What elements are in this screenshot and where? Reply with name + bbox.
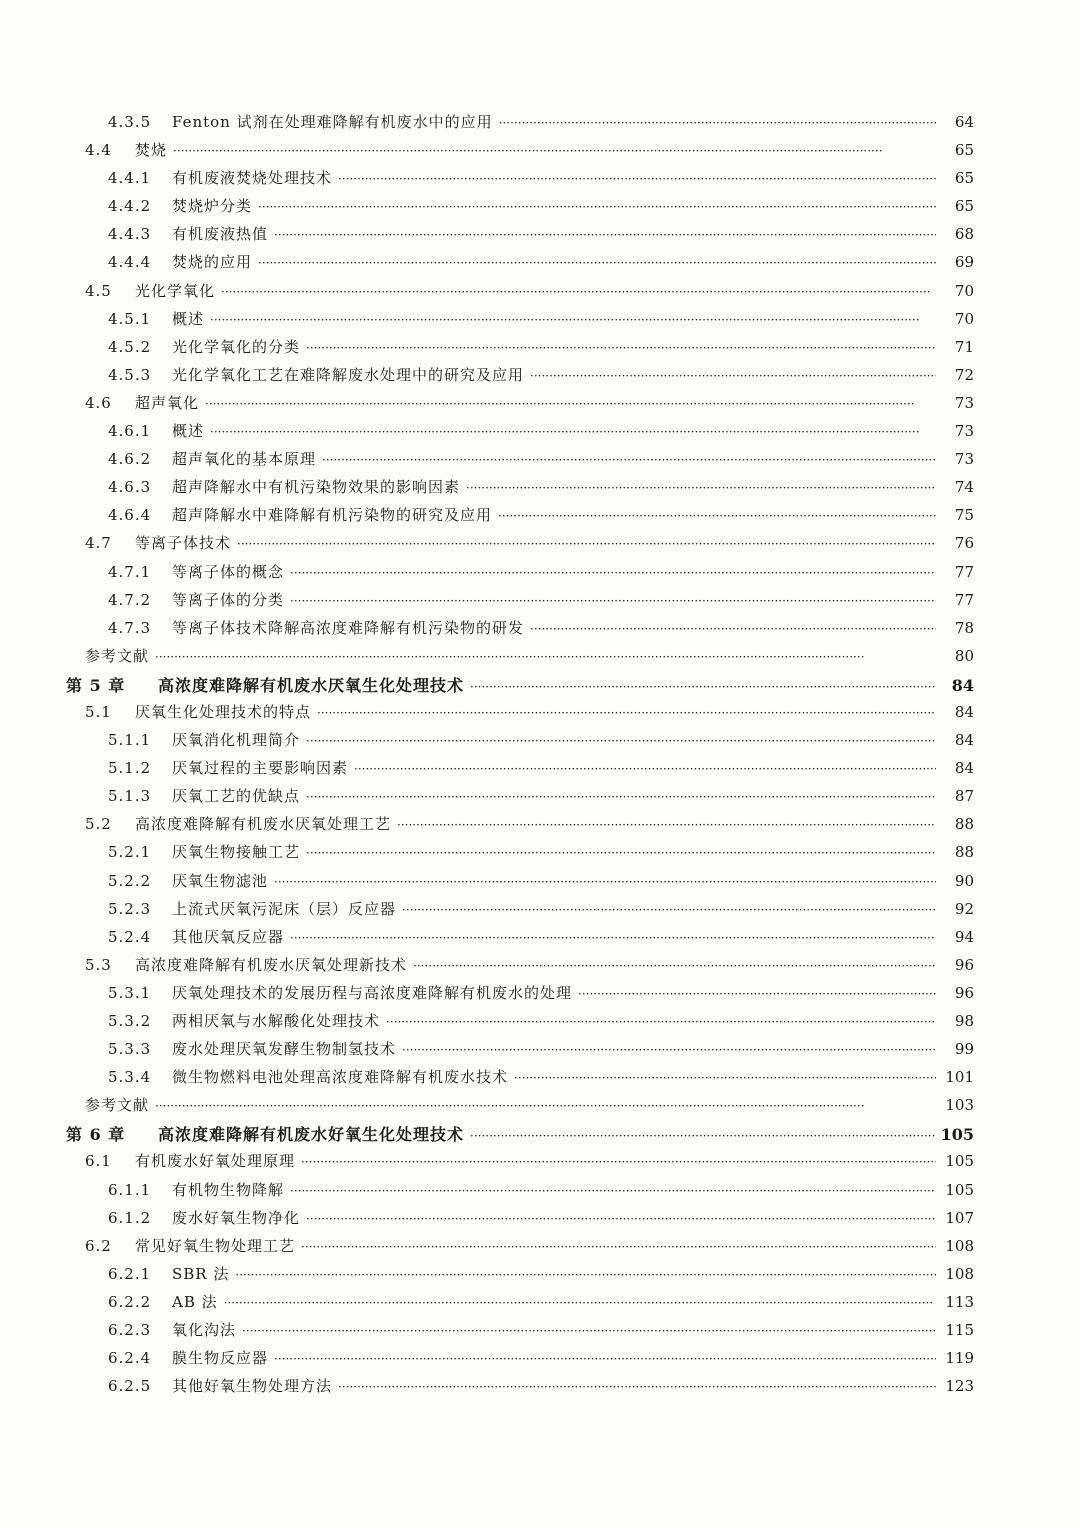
- toc-entry-number: 6.2.5: [108, 1377, 152, 1396]
- dot-leader: [413, 959, 936, 973]
- toc-entry-page-number: 70: [954, 309, 974, 328]
- toc-entry-number: 4.4.4: [108, 253, 152, 272]
- toc-entry: [0, 729, 1080, 757]
- dot-leader: [290, 566, 936, 580]
- toc-entry-page-number: 92: [954, 899, 974, 918]
- toc-entry-number: 4.6: [85, 393, 112, 412]
- toc-entry: [0, 926, 1080, 954]
- toc-entry-title: Fenton 试剂在处理难降解有机废水中的应用: [172, 113, 493, 131]
- dot-leader: [242, 1324, 936, 1338]
- toc-entry-page-number: 115: [945, 1321, 974, 1340]
- toc-entry-number: 5.3.3: [108, 1040, 152, 1059]
- toc-entry-page-number: 76: [954, 534, 974, 553]
- toc-entry-title: 废水处理厌氧发酵生物制氢技术: [172, 1040, 397, 1059]
- toc-entry-number: 6.2.1: [108, 1264, 152, 1283]
- dot-leader: [402, 903, 936, 917]
- toc-entry-title: 两相厌氧与水解酸化处理技术: [172, 1012, 381, 1030]
- toc-entry-page-number: 65: [954, 197, 974, 216]
- toc-entry-title: 厌氧消化机理简介: [172, 731, 301, 750]
- toc-entry: [0, 251, 1080, 279]
- toc-entry-number: 5.2.1: [108, 843, 152, 862]
- toc-entry-title: 氧化沟法: [172, 1321, 237, 1340]
- toc-entry-number: 5.3.1: [108, 983, 152, 1002]
- dot-leader: [498, 509, 936, 523]
- toc-entry-number: 第 5 章: [66, 675, 126, 695]
- toc-entry-page-number: 108: [945, 1264, 974, 1283]
- toc-entry-number: 6.2.2: [108, 1292, 152, 1311]
- toc-entry-title: 参考文献: [85, 1096, 150, 1115]
- toc-entry-page-number: 119: [945, 1349, 974, 1368]
- toc-entry: [0, 392, 1080, 420]
- toc-entry: [0, 757, 1080, 785]
- toc-entry-page-number: 105: [945, 1152, 974, 1171]
- dot-leader: [258, 200, 936, 214]
- toc-entry-page-number: 84: [954, 731, 974, 750]
- toc-entry-page-number: 84: [954, 702, 974, 721]
- toc-entry-page-number: 98: [954, 1012, 974, 1030]
- toc-entry-page-number: 84: [954, 759, 974, 778]
- toc-entry-page-number: 84: [951, 675, 974, 695]
- toc-references-entry: [0, 645, 1080, 673]
- toc-entry: [0, 954, 1080, 982]
- toc-entry-page-number: 68: [954, 225, 974, 244]
- dot-leader: [530, 622, 936, 636]
- toc-entry-number: 4.5.2: [108, 337, 152, 356]
- dot-leader: [499, 116, 936, 130]
- toc-entry-title: AB 法: [172, 1292, 218, 1311]
- toc-entry-title: 超声降解水中有机污染物效果的影响因素: [172, 478, 461, 497]
- toc-entry-number: 4.5.1: [108, 309, 152, 328]
- toc-entry-number: 4.7: [85, 534, 112, 553]
- dot-leader: [258, 256, 936, 270]
- toc-references-entry: [0, 1094, 1080, 1122]
- toc-entry-title: 等离子体的分类: [172, 590, 285, 609]
- toc-entry: [0, 701, 1080, 729]
- toc-entry: [0, 1235, 1080, 1263]
- toc-entry-page-number: 88: [954, 815, 974, 834]
- toc-entry-title: 厌氧生化处理技术的特点: [135, 702, 312, 721]
- toc-entry-number: 4.4: [85, 141, 112, 160]
- toc-entry-number: 6.2: [85, 1236, 112, 1255]
- toc-entry-title: 高浓度难降解有机废水厌氧生化处理技术: [158, 675, 465, 695]
- toc-entry: [0, 1347, 1080, 1375]
- toc-entry-page-number: 74: [954, 478, 974, 497]
- toc-entry-number: 5.1.1: [108, 731, 152, 750]
- toc-entry: [0, 1066, 1080, 1094]
- toc-entry-title: 高浓度难降解有机废水好氧生化处理技术: [158, 1125, 465, 1145]
- toc-entry-page-number: 73: [954, 422, 974, 441]
- dot-leader: [274, 1352, 936, 1366]
- toc-entry: [0, 1207, 1080, 1235]
- dot-leader: [155, 1099, 936, 1113]
- dot-leader: [317, 706, 936, 720]
- toc-entry: [0, 308, 1080, 336]
- toc-entry: [0, 898, 1080, 926]
- toc-entry: [0, 364, 1080, 392]
- toc-entry-number: 4.3.5: [108, 113, 152, 131]
- toc-entry-page-number: 78: [954, 618, 974, 637]
- toc-entry-title: 概述: [172, 422, 205, 441]
- toc-entry: [0, 532, 1080, 560]
- toc-entry: [0, 1150, 1080, 1178]
- toc-entry-page-number: 77: [954, 590, 974, 609]
- dot-leader: [578, 987, 936, 1001]
- toc-entry-number: 4.4.1: [108, 169, 152, 188]
- dot-leader: [210, 425, 936, 439]
- dot-leader: [306, 734, 936, 748]
- toc-entry-page-number: 64: [954, 113, 974, 131]
- dot-leader: [235, 1268, 936, 1282]
- toc-entry-page-number: 88: [954, 843, 974, 862]
- toc-entry: [0, 813, 1080, 841]
- toc-entry-page-number: 72: [954, 365, 974, 384]
- toc-entry-title: 超声氧化: [135, 393, 200, 412]
- toc-entry-title: 焚烧炉分类: [172, 197, 253, 216]
- toc-entry: [0, 336, 1080, 364]
- dot-leader: [210, 313, 936, 327]
- toc-entry-title: 等离子体技术: [135, 534, 232, 553]
- toc-entry: [0, 561, 1080, 589]
- toc-entry-title: 其他厌氧反应器: [172, 927, 285, 946]
- toc-entry: [0, 139, 1080, 167]
- toc-entry-page-number: 65: [954, 141, 974, 160]
- toc-entry: [0, 785, 1080, 813]
- toc-entry: [0, 223, 1080, 251]
- toc-entry-page-number: 99: [954, 1040, 974, 1059]
- dot-leader: [386, 1015, 936, 1029]
- toc-entry-title: 等离子体的概念: [172, 562, 285, 581]
- dot-leader: [290, 931, 936, 945]
- toc-entry-number: 5.3.2: [108, 1012, 152, 1030]
- toc-entry-number: 5.1.2: [108, 759, 152, 778]
- dot-leader: [514, 1071, 936, 1085]
- toc-entry-page-number: 65: [954, 169, 974, 188]
- toc-entry-page-number: 75: [954, 506, 974, 525]
- toc-entry-title: 高浓度难降解有机废水厌氧处理新技术: [135, 955, 408, 974]
- toc-entry-title: 厌氧生物滤池: [172, 871, 269, 890]
- dot-leader: [470, 680, 936, 694]
- toc-entry-page-number: 71: [954, 337, 974, 356]
- dot-leader: [354, 762, 936, 776]
- toc-entry-number: 4.4.2: [108, 197, 152, 216]
- toc-entry: [0, 841, 1080, 869]
- toc-entry-page-number: 73: [954, 450, 974, 469]
- toc-entry-page-number: 123: [945, 1377, 974, 1396]
- toc-entry-title: 超声降解水中难降解有机污染物的研究及应用: [172, 506, 493, 525]
- toc-entry-number: 4.4.3: [108, 225, 152, 244]
- toc-entry: [0, 504, 1080, 532]
- toc-entry-number: 6.2.3: [108, 1321, 152, 1340]
- toc-entry-number: 第 6 章: [66, 1125, 126, 1145]
- toc-entry-page-number: 80: [954, 646, 974, 665]
- toc-entry-title: 光化学氧化工艺在难降解废水处理中的研究及应用: [172, 365, 525, 384]
- toc-entry-number: 5.2: [85, 815, 112, 834]
- dot-leader: [338, 1380, 936, 1394]
- toc-entry-page-number: 96: [954, 955, 974, 974]
- toc-entry: [0, 589, 1080, 617]
- toc-entry-number: 4.7.1: [108, 562, 152, 581]
- toc-entry-number: 6.1.2: [108, 1208, 152, 1227]
- toc-entry: [0, 448, 1080, 476]
- dot-leader: [306, 846, 936, 860]
- toc-entry-number: 5.1: [85, 702, 112, 721]
- dot-leader: [466, 481, 936, 495]
- toc-entry: [0, 1263, 1080, 1291]
- toc-entry-page-number: 103: [945, 1096, 974, 1115]
- toc-entry-number: 6.1.1: [108, 1180, 152, 1199]
- dot-leader: [301, 1155, 936, 1169]
- toc-entry-title: 膜生物反应器: [172, 1349, 269, 1368]
- toc-entry-page-number: 94: [954, 927, 974, 946]
- toc-entry-page-number: 69: [954, 253, 974, 272]
- toc-entry-number: 5.3.4: [108, 1068, 152, 1087]
- dot-leader: [402, 1043, 936, 1057]
- toc-entry-page-number: 70: [954, 281, 974, 300]
- dot-leader: [470, 1129, 936, 1143]
- toc-entry-page-number: 101: [945, 1068, 974, 1087]
- toc-entry: [0, 870, 1080, 898]
- toc-entry-title: 厌氧生物接触工艺: [172, 843, 301, 862]
- toc-entry-number: 4.6.2: [108, 450, 152, 469]
- toc-entry: [0, 167, 1080, 195]
- dot-leader: [306, 1212, 936, 1226]
- toc-entry-title: 废水好氧生物净化: [172, 1208, 301, 1227]
- toc-entry: [0, 280, 1080, 308]
- toc-entry-number: 4.6.4: [108, 506, 152, 525]
- toc-entry-number: 5.2.4: [108, 927, 152, 946]
- toc-entry-title: 有机废水好氧处理原理: [135, 1152, 296, 1171]
- toc-entry-title: 焚烧的应用: [172, 253, 253, 272]
- toc-entry: [0, 617, 1080, 645]
- dot-leader: [205, 397, 936, 411]
- toc-entry-page-number: 105: [940, 1125, 974, 1145]
- toc-entry-page-number: 105: [945, 1180, 974, 1199]
- toc-entry-number: 4.5: [85, 281, 112, 300]
- toc-entry-number: 4.6.1: [108, 422, 152, 441]
- dot-leader: [155, 650, 936, 664]
- toc-entry-number: 6.2.4: [108, 1349, 152, 1368]
- toc-entry-title: 概述: [172, 309, 205, 328]
- dot-leader: [301, 1240, 936, 1254]
- toc-entry-title: 有机废液焚烧处理技术: [172, 169, 333, 188]
- dot-leader: [173, 144, 936, 158]
- toc-entry-page-number: 108: [945, 1236, 974, 1255]
- toc-chapter-entry: [0, 673, 1080, 701]
- toc-entry-page-number: 96: [954, 983, 974, 1002]
- toc-entry-title: SBR 法: [172, 1264, 230, 1283]
- toc-entry: [0, 1375, 1080, 1403]
- toc-entry-title: 有机废液热值: [172, 225, 269, 244]
- toc-entry-title: 厌氧过程的主要影响因素: [172, 759, 349, 778]
- toc-entry-title: 上流式厌氧污泥床（层）反应器: [172, 899, 397, 918]
- toc-entry-number: 4.5.3: [108, 365, 152, 384]
- dot-leader: [306, 341, 936, 355]
- toc-entry-number: 5.3: [85, 955, 112, 974]
- dot-leader: [237, 537, 936, 551]
- dot-leader: [338, 172, 936, 186]
- toc-entry-title: 光化学氧化的分类: [172, 337, 301, 356]
- dot-leader: [274, 228, 936, 242]
- toc-entry: [0, 982, 1080, 1010]
- toc-entry-page-number: 113: [945, 1292, 974, 1311]
- dot-leader: [224, 1296, 936, 1310]
- toc-entry-page-number: 90: [954, 871, 974, 890]
- toc-entry-title: 厌氧处理技术的发展历程与高浓度难降解有机废水的处理: [172, 983, 573, 1002]
- dot-leader: [274, 875, 936, 889]
- toc-entry: [0, 1291, 1080, 1319]
- toc-entry-page-number: 77: [954, 562, 974, 581]
- toc-entry-title: 其他好氧生物处理方法: [172, 1377, 333, 1396]
- toc-entry-number: 6.1: [85, 1152, 112, 1171]
- toc-entry: [0, 1179, 1080, 1207]
- toc-entry-title: 等离子体技术降解高浓度难降解有机污染物的研发: [172, 618, 525, 637]
- toc-entry: [0, 420, 1080, 448]
- toc-entry-title: 微生物燃料电池处理高浓度难降解有机废水技术: [172, 1068, 509, 1087]
- toc-entry-number: 4.7.3: [108, 618, 152, 637]
- dot-leader: [322, 453, 936, 467]
- toc-entry: [0, 1010, 1080, 1038]
- toc-chapter-entry: [0, 1122, 1080, 1150]
- dot-leader: [290, 1184, 936, 1198]
- toc-entry-title: 参考文献: [85, 646, 150, 665]
- toc-entry: [0, 476, 1080, 504]
- toc-entry-page-number: 73: [954, 393, 974, 412]
- toc-entry-title: 超声氧化的基本原理: [172, 450, 317, 469]
- dot-leader: [290, 594, 936, 608]
- dot-leader: [397, 818, 936, 832]
- toc-entry-title: 焚烧: [135, 141, 168, 160]
- table-of-contents: [0, 111, 1080, 1403]
- toc-entry-title: 有机物生物降解: [172, 1180, 285, 1199]
- dot-leader: [530, 369, 936, 383]
- toc-entry-title: 光化学氧化: [135, 281, 216, 300]
- toc-entry: [0, 1038, 1080, 1066]
- toc-entry-number: 5.2.2: [108, 871, 152, 890]
- toc-entry: [0, 1319, 1080, 1347]
- toc-entry-page-number: 87: [954, 787, 974, 806]
- toc-entry: [0, 195, 1080, 223]
- toc-entry-title: 常见好氧生物处理工艺: [135, 1236, 296, 1255]
- dot-leader: [306, 790, 936, 804]
- toc-entry-number: 4.7.2: [108, 590, 152, 609]
- toc-entry-title: 厌氧工艺的优缺点: [172, 787, 301, 806]
- toc-entry-number: 5.1.3: [108, 787, 152, 806]
- toc-entry: [0, 111, 1080, 139]
- toc-entry-number: 4.6.3: [108, 478, 152, 497]
- toc-entry-title: 高浓度难降解有机废水厌氧处理工艺: [135, 815, 392, 834]
- toc-entry-number: 5.2.3: [108, 899, 152, 918]
- toc-entry-page-number: 107: [945, 1208, 974, 1227]
- dot-leader: [221, 285, 936, 299]
